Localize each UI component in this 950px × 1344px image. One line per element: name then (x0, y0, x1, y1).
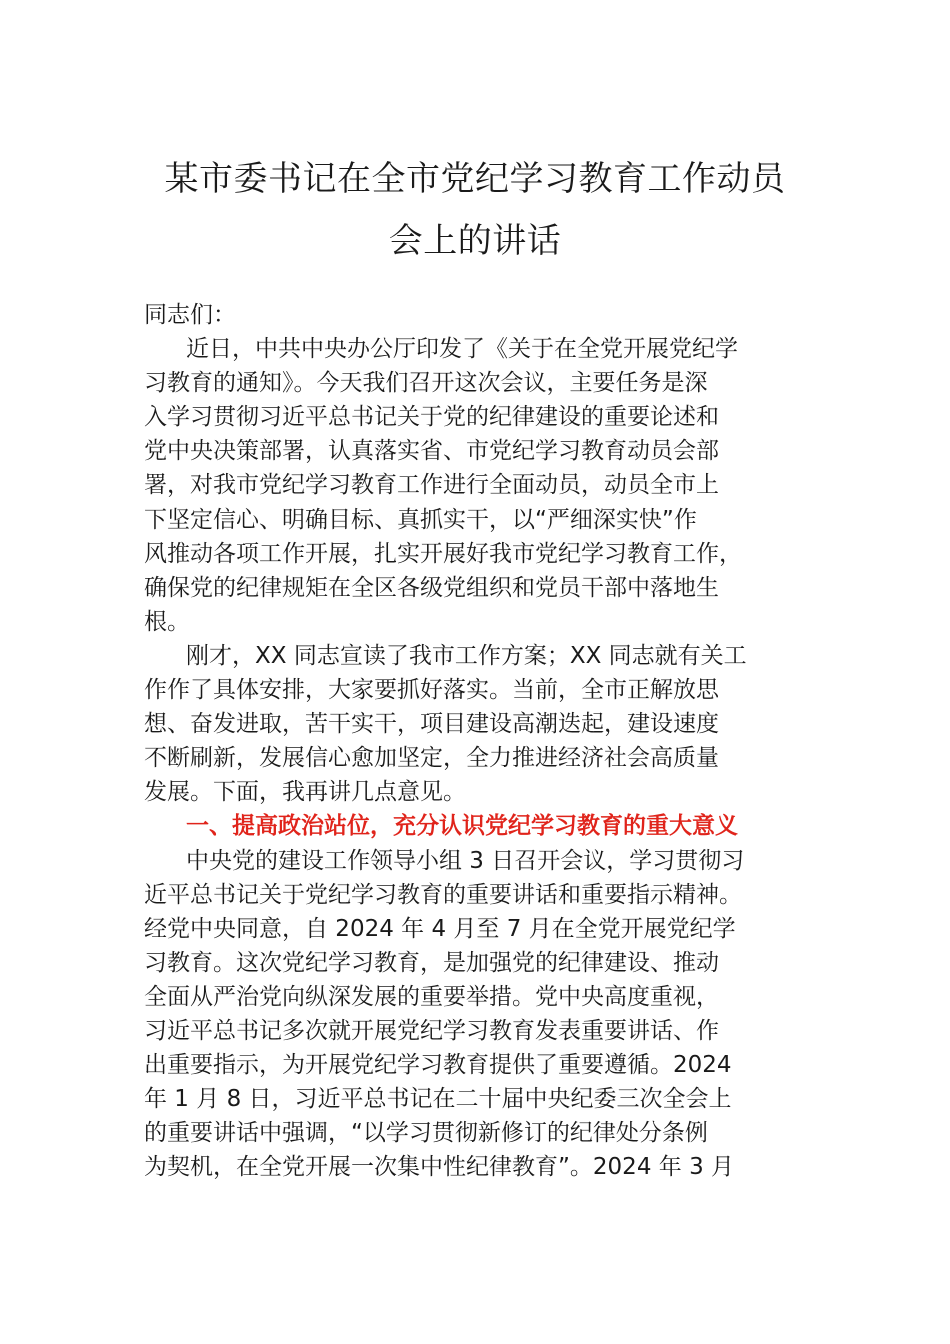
paragraph-line: 作作了具体安排，大家要抓好落实。当前，全市正解放思 (144, 677, 719, 704)
title-line-1: 某市委书记在全市党纪学习教育工作动员 (164, 159, 786, 199)
paragraph-line: 确保党的纪律规矩在全区各级党组织和党员干部中落地生 (144, 574, 719, 601)
paragraph-line: 刚才，XX 同志宣读了我市工作方案；XX 同志就有关工 (186, 642, 747, 669)
document-title (100, 148, 850, 272)
document-body (144, 298, 814, 1184)
paragraph-line: 入学习贯彻习近平总书记关于党的纪律建设的重要论述和 (144, 404, 719, 431)
paragraph-line: 习教育的通知》。今天我们召开这次会议，主要任务是深 (144, 370, 708, 397)
paragraph-line: 为契机，在全党开展一次集中性纪律教育”。2024 年 3 月 (144, 1154, 735, 1181)
paragraph-line: 风推动各项工作开展，扎实开展好我市党纪学习教育工作， (144, 540, 742, 567)
paragraph-line: 根。 (144, 608, 190, 635)
paragraph-line: 近日，中共中央办公厅印发了《关于在全党开展党纪学 (186, 336, 738, 363)
paragraph-line: 出重要指示，为开展党纪学习教育提供了重要遵循。2024 (144, 1052, 732, 1079)
title-line-2: 会上的讲话 (388, 221, 562, 261)
paragraph-line: 想、奋发进取，苦干实干，项目建设高潮迭起，建设速度 (144, 711, 719, 738)
paragraph-line: 经党中央同意，自 2024 年 4 月至 7 月在全党开展党纪学 (144, 915, 736, 942)
paragraph-line: 习教育。这次党纪学习教育，是加强党的纪律建设、推动 (144, 949, 719, 976)
paragraph-line: 不断刷新，发展信心愈加坚定，全力推进经济社会高质量 (144, 745, 719, 772)
paragraph-line: 发展。下面，我再讲几点意见。 (144, 779, 466, 806)
section-heading: 一、提高政治站位，充分认识党纪学习教育的重大意义 (186, 813, 738, 840)
paragraph-line: 习近平总书记多次就开展党纪学习教育发表重要讲话、作 (144, 1017, 719, 1044)
paragraph-line: 党中央决策部署，认真落实省、市党纪学习教育动员会部 (144, 438, 719, 465)
paragraph-line: 署，对我市党纪学习教育工作进行全面动员，动员全市上 (144, 472, 719, 499)
paragraph-line: 的重要讲话中强调，“以学习贯彻新修订的纪律处分条例 (144, 1120, 708, 1147)
paragraph-line: 下坚定信心、明确目标、真抓实干，以“严细深实快”作 (144, 506, 697, 533)
paragraph-line: 中央党的建设工作领导小组 3 日召开会议，学习贯彻习 (186, 847, 745, 874)
paragraph-line: 年 1 月 8 日，习近平总书记在二十届中央纪委三次全会上 (144, 1086, 732, 1113)
paragraph-line: 近平总书记关于党纪学习教育的重要讲话和重要指示精神。 (144, 881, 742, 908)
salutation: 同志们： (144, 302, 236, 328)
paragraph-line: 全面从严治党向纵深发展的重要举措。党中央高度重视， (144, 983, 719, 1010)
